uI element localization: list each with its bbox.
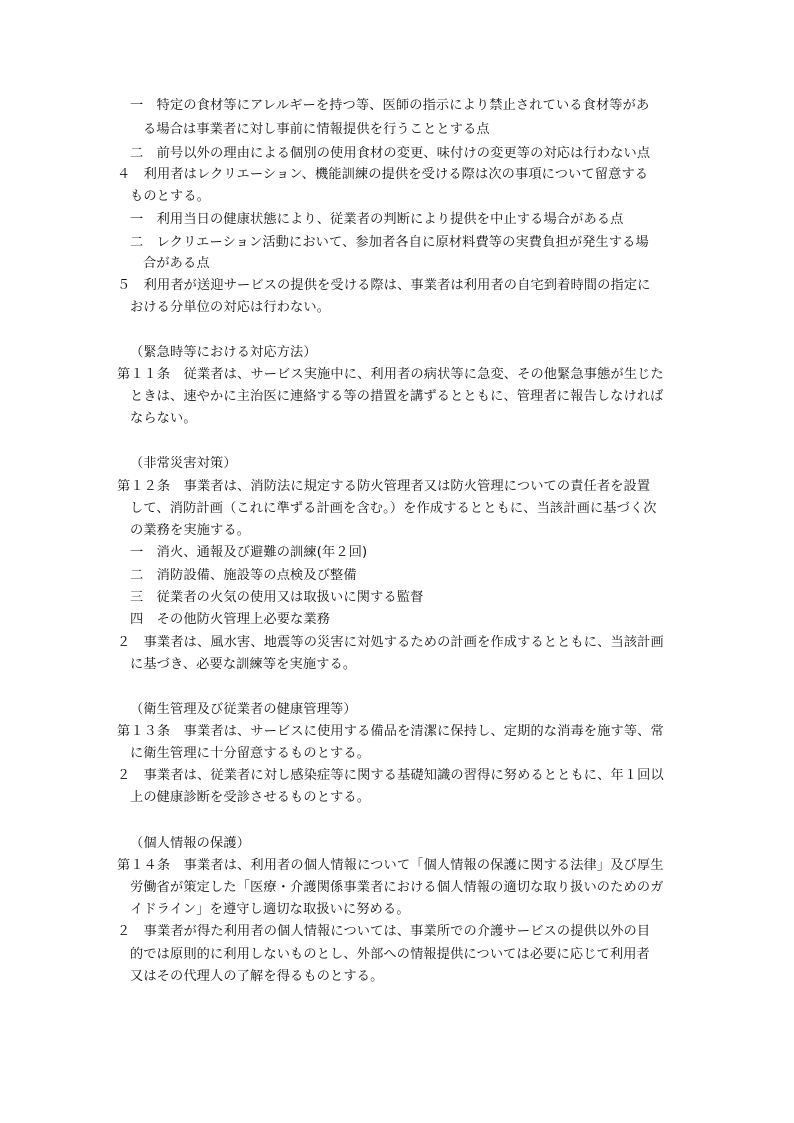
text-line: 的では原則的に利用しないものとし、外部への情報提供については必要に応じて利用者 (130, 947, 650, 962)
text-line: 上の健康診断を受診させるものとする。 (130, 790, 371, 805)
text-line: に基づき、必要な訓練等を実施する。 (130, 657, 357, 672)
section-heading: （非常災害対策） (130, 456, 237, 471)
section-heading: （個人情報の保護） (130, 836, 251, 851)
text-line: 一 消火、通報及び避難の訓練(年２回) (130, 545, 368, 560)
text-line: 第１３条 事業者は、サービスに使用する備品を清潔に保持し、定期的な消毒を施す等、常 (117, 724, 664, 739)
text-line: ２ 事業者は、従業者に対し感染症等に関する基礎知識の習得に努めるとともに、年１回以 (117, 768, 664, 783)
text-line: 三 従業者の火気の使用又は取扱いに関する監督 (130, 590, 424, 605)
text-line: ５ 利用者が送迎サービスの提供を受ける際は、事業者は利用者の自宅到着時間の指定に (117, 278, 651, 293)
text-line: ときは、速やかに主治医に連絡する等の措置を講ずるとともに、管理者に報告しなければ (130, 389, 664, 404)
text-line: ならない。 (130, 411, 197, 426)
text-line: イドライン」を遵守し適切な取扱いに努める。 (130, 902, 410, 917)
text-line: ２ 事業者は、風水害、地震等の災害に対処するための計画を作成するとともに、当該計画 (117, 635, 664, 650)
text-line: おける分単位の対応は行わない。 (130, 300, 331, 315)
text-line: る場合は事業者に対し事前に情報提供を行うこととする点 (143, 122, 490, 137)
text-line: 四 その他防火管理上必要な業務 (130, 612, 331, 627)
text-line: ２ 事業者が得た利用者の個人情報については、事業所での介護サービスの提供以外の目 (117, 924, 651, 939)
text-line: に衛生管理に十分留意するものとする。 (130, 746, 371, 761)
text-line: 二 前号以外の理由による個別の使用食材の変更、味付けの変更等の対応は行わない点 (130, 146, 651, 161)
text-line: して、消防計画（これに準ずる計画を含む。）を作成するとともに、当該計画に基づく次 (130, 501, 657, 516)
text-line: 二 レクリエーション活動において、参加者各自に原材料費等の実費負担が発生する場 (130, 235, 649, 250)
section-heading: （緊急時等における対応方法） (130, 345, 317, 360)
text-line: 一 利用当日の健康状態により、従業者の判断により提供を中止する場合がある点 (130, 212, 624, 227)
text-line: 又はその代理人の了解を得るものとする。 (130, 969, 384, 984)
text-line: ４ 利用者はレクリエーション、機能訓練の提供を受ける際は次の事項について留意する (117, 167, 649, 182)
text-line: 第１２条 事業者は、消防法に規定する防火管理者又は防火管理についての責任者を設置 (117, 479, 651, 494)
section-heading: （衛生管理及び従業者の健康管理等） (130, 702, 357, 717)
text-line: 第１１条 従業者は、サービス実施中に、利用者の病状等に急変、その他緊急事態が生じた (117, 367, 664, 382)
text-line: 一 特定の食材等にアレルギーを持つ等、医師の指示により禁止されている食材等があ (130, 98, 650, 113)
text-line: ものとする。 (130, 189, 211, 204)
text-line: の業務を実施する。 (130, 523, 251, 538)
text-line: 合がある点 (143, 256, 210, 271)
text-line: 労働省が策定した「医療・介護関係事業者における個人情報の適切な取り扱いのためのガ (130, 880, 664, 895)
text-line: 二 消防設備、施設等の点検及び整備 (130, 568, 357, 583)
text-line: 第１４条 事業者は、利用者の個人情報について「個人情報の保護に関する法律」及び厚生 (117, 858, 664, 873)
